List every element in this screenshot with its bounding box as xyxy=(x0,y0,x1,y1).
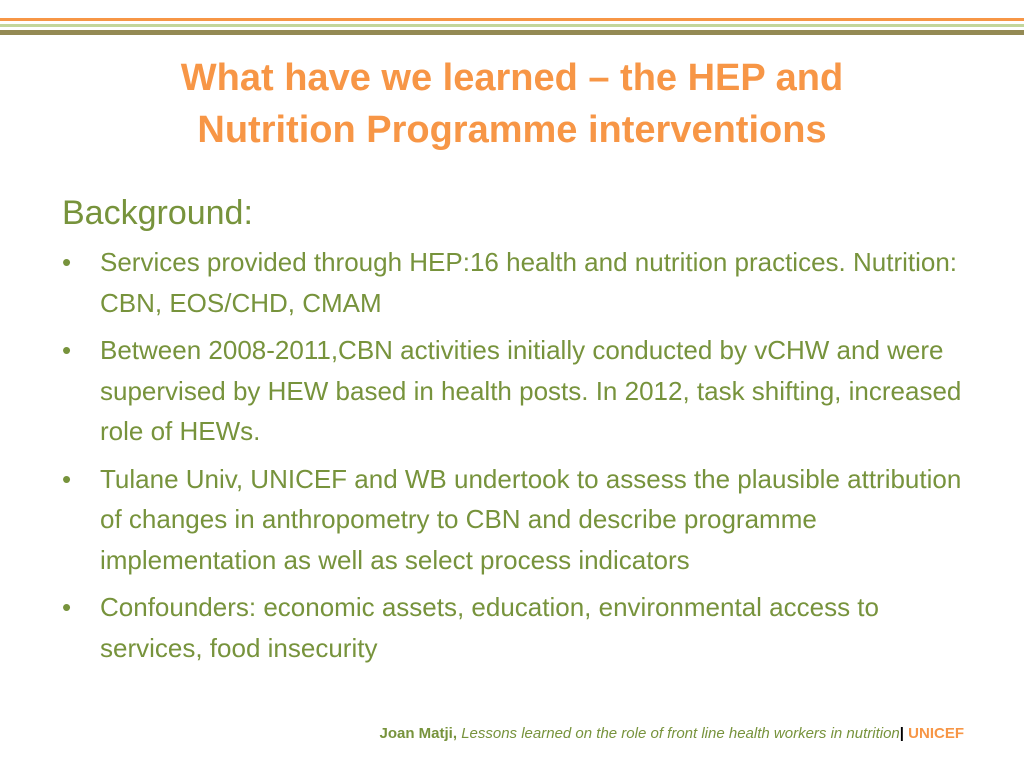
bullet-icon: • xyxy=(62,335,72,365)
footer-talk-title: Lessons learned on the role of front line health workers in nutrition xyxy=(461,725,900,742)
bullet-icon: • xyxy=(62,463,72,494)
bullet-icon: • xyxy=(62,247,72,277)
bullet-item xyxy=(62,587,972,668)
slide-title xyxy=(60,52,964,156)
slide-title-line-1: What have we learned – the HEP and xyxy=(180,57,844,99)
bullet-text: Between 2008-2011,CBN activities initially conducted by vCHW and were supervised by HEW based in health posts. In 2012, task shifting, increased role of HEWs. xyxy=(100,335,962,446)
bullet-text: Services provided through HEP:16 health and nutrition practices. Nutrition: CBN, EOS/CHD, CMAM xyxy=(100,247,958,318)
bullet-icon: • xyxy=(62,592,72,622)
top-decorative-stripes xyxy=(0,18,1024,35)
bullet-list xyxy=(62,242,972,668)
bullet-item xyxy=(62,459,972,581)
section-heading: Background: xyxy=(62,194,253,232)
footer-organization: UNICEF xyxy=(908,725,964,742)
bullet-item xyxy=(62,242,972,323)
slide-footer xyxy=(380,724,965,744)
footer-separator: | xyxy=(899,725,904,742)
stripe-light-green xyxy=(0,24,1024,27)
bullet-text: Tulane Univ, UNICEF and WB undertook to assess the plausible attribution of changes in anthropometry to CBN and describe programme implementation as well as select process indicators xyxy=(100,463,962,575)
stripe-olive xyxy=(0,30,1024,35)
footer-author: Joan Matji, xyxy=(379,725,458,742)
bullet-item xyxy=(62,330,972,452)
stripe-orange xyxy=(0,18,1024,21)
slide-body xyxy=(62,188,972,675)
slide-title-line-2: Nutrition Programme interventions xyxy=(197,109,827,151)
bullet-text: Confounders: economic assets, education, environmental access to services, food insecurity xyxy=(100,592,879,663)
